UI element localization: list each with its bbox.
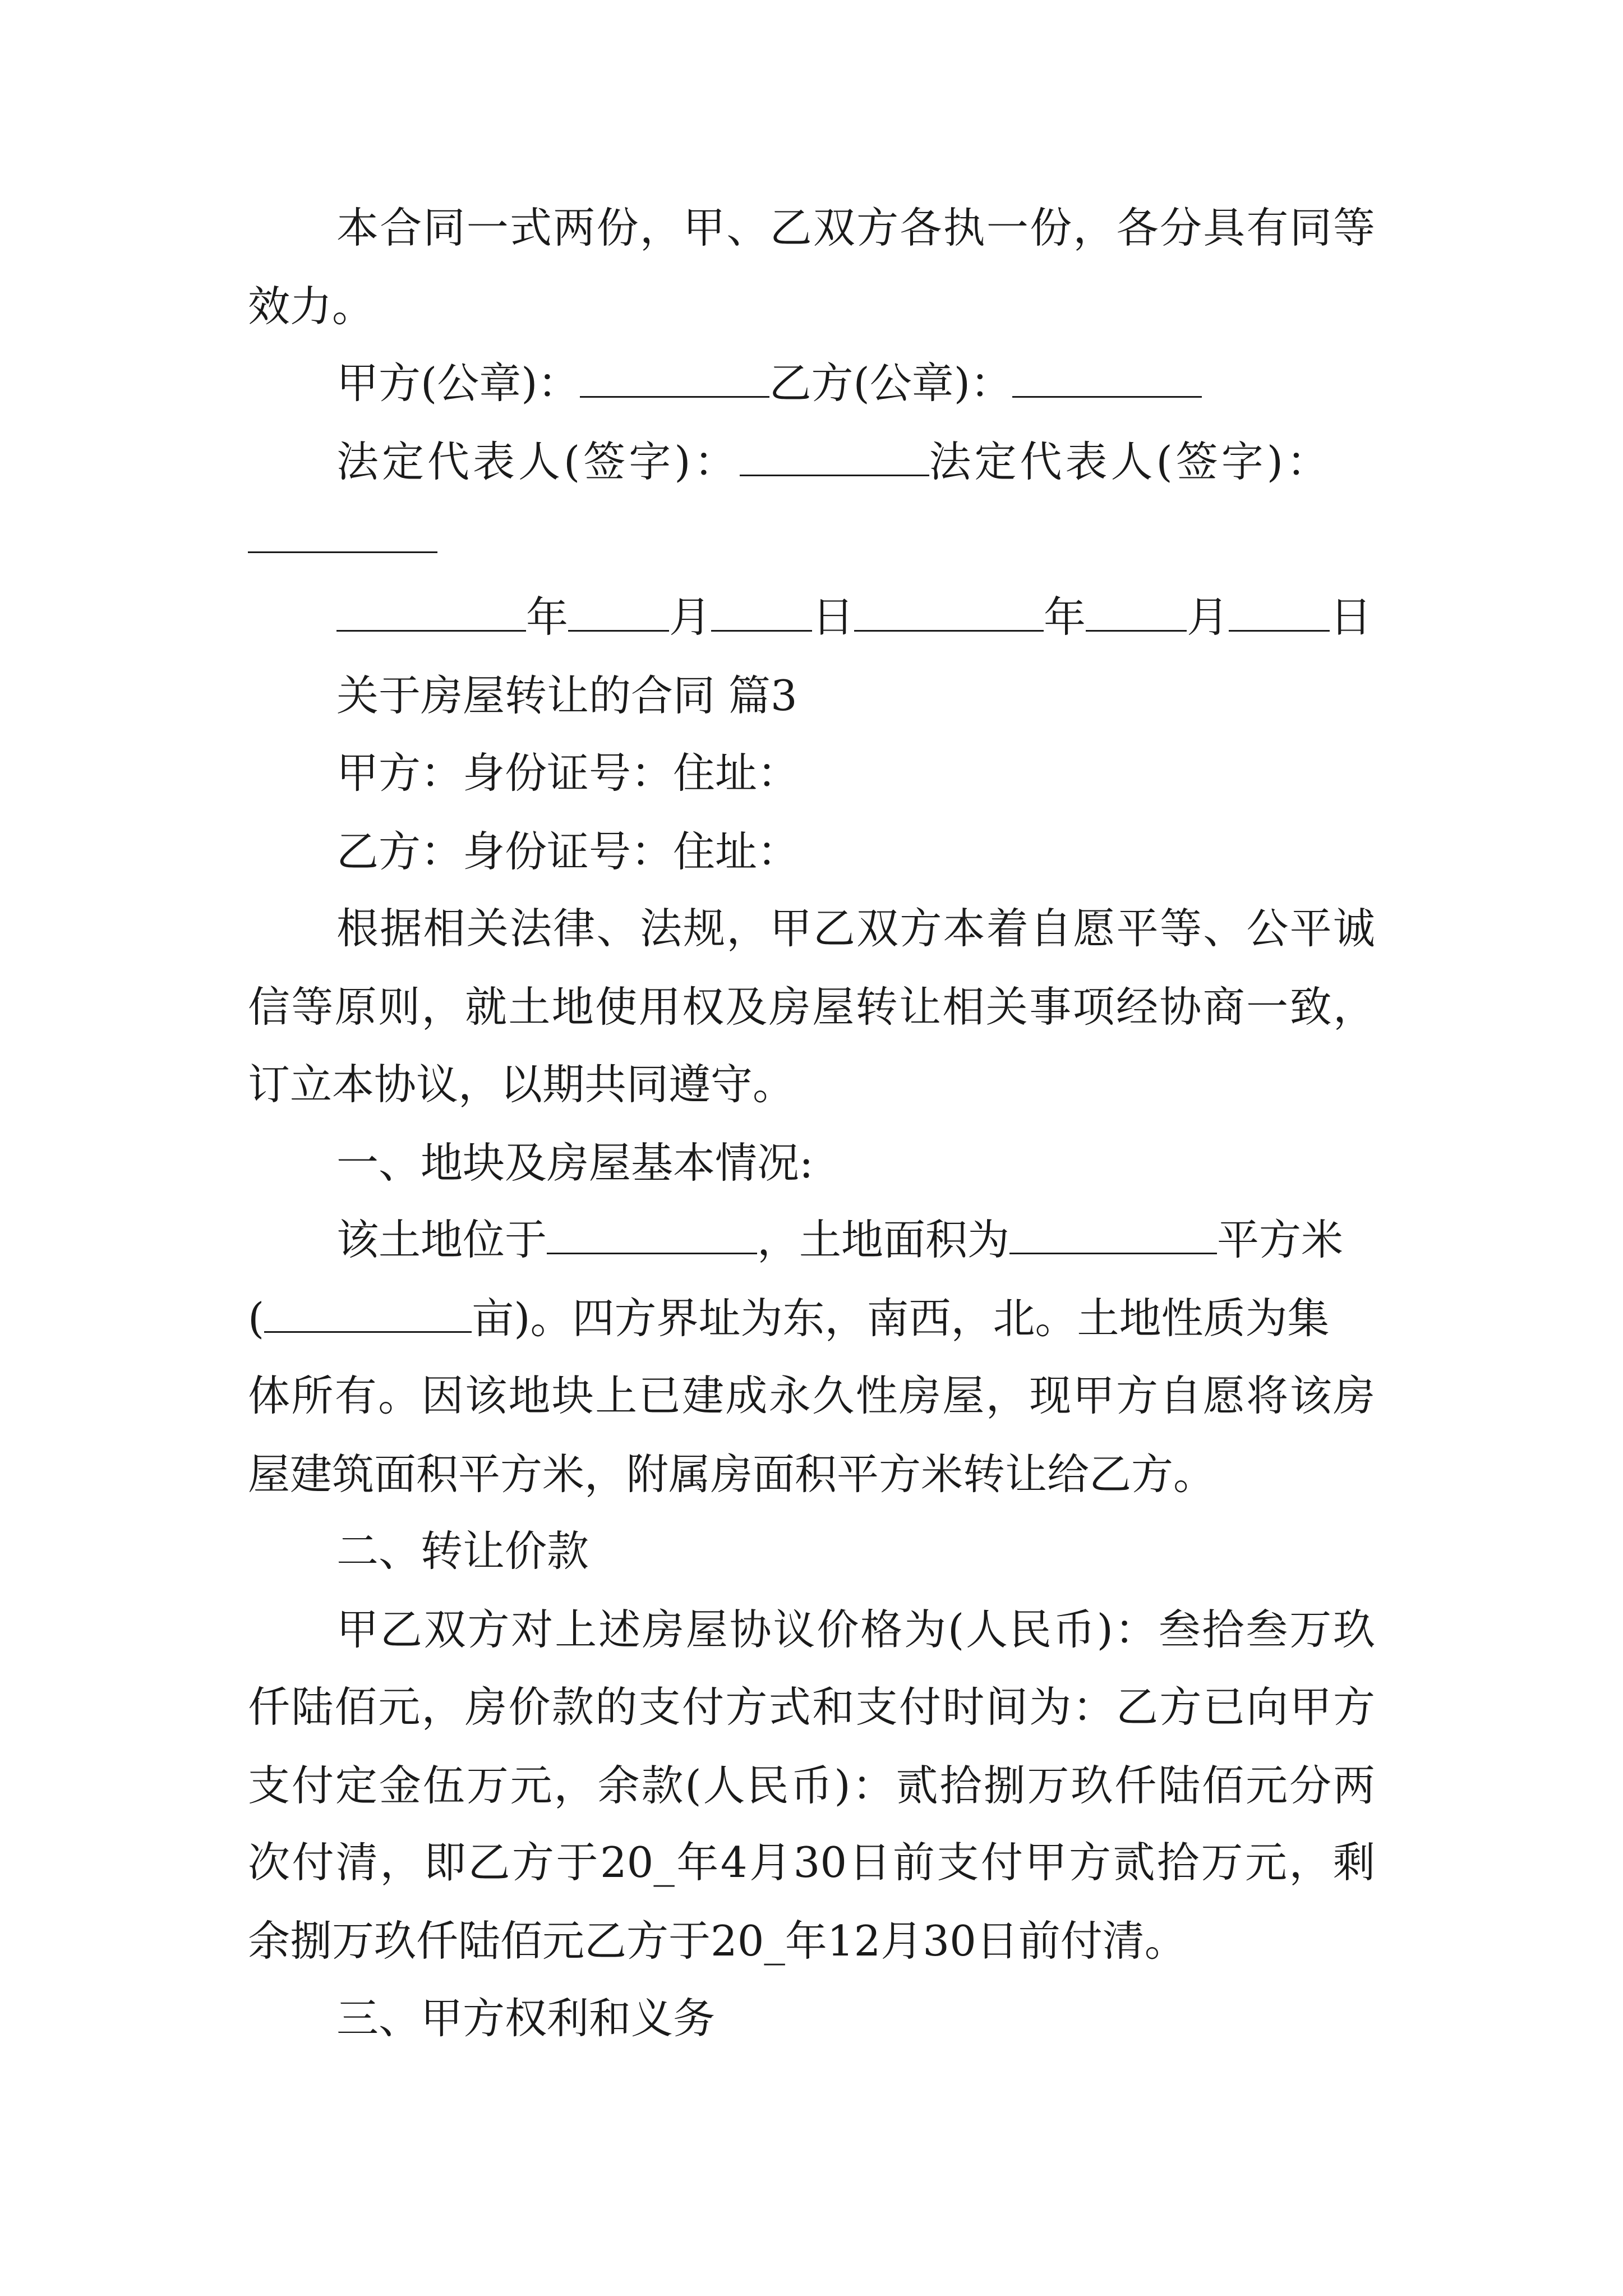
party-a-month-blank [568,595,669,632]
party-b-seal-label: 乙方(公章)： [769,358,1013,408]
party-b-rep-blank [248,517,437,553]
party-a-seal-label: 甲方(公章)： [336,358,580,408]
preamble-line-3: 订立本协议，以期共同遵守。 [248,1060,795,1109]
area-label: ，土地面积为 [757,1215,1010,1264]
party-a-day-blank [711,595,812,632]
copies-paragraph-line-1: 本合同一式两份，甲、乙双方各执一份，各分具有同等 [336,203,1375,252]
party-a-year-blank [336,595,526,632]
clause-1-line-2 [248,1291,1330,1345]
party-b-day-blank [1229,595,1330,632]
clause-1-line-1 [336,1213,1343,1267]
party-a-rep-label: 法定代表人(签字)： [336,437,740,486]
copies-paragraph-line-2: 效力。 [248,282,375,331]
party-b-seal-blank [1012,361,1202,398]
seal-line [336,356,1202,410]
date-line [336,590,1372,644]
representative-line [336,435,1332,489]
location-blank [547,1218,757,1254]
party-a-info: 甲方：身份证号：住址： [336,748,800,798]
contract-heading: 关于房屋转让的合同 篇3 [336,671,797,720]
party-b-month-blank [1086,595,1187,632]
clause-1-line-3: 体所有。因该地块上已建成永久性房屋，现甲方自愿将该房 [248,1371,1375,1420]
party-b-rep-blank-line [248,512,437,565]
preamble-line-2: 信等原则，就土地使用权及房屋转让相关事项经协商一致， [248,982,1375,1032]
location-label: 该土地位于 [336,1215,547,1264]
clause-2-line-5: 余捌万玖仟陆佰元乙方于20_年12月30日前付清。 [248,1916,1187,1966]
day-label-2: 日 [1330,592,1372,642]
mu-blank [264,1296,472,1333]
month-label: 月 [669,592,712,642]
day-label: 日 [812,592,855,642]
clause-2-line-2: 仟陆佰元，房价款的支付方式和支付时间为：乙方已向甲方 [248,1682,1375,1732]
area-blank [1009,1218,1217,1254]
boundary-text: 亩)。四方界址为东，南西，北。土地性质为集 [472,1294,1330,1343]
clause-1-line-4: 屋建筑面积平方米，附属房面积平方米转让给乙方。 [248,1450,1216,1499]
party-b-rep-label: 法定代表人(签字)： [929,437,1332,486]
month-label-2: 月 [1187,592,1229,642]
clause-2-line-4: 次付清，即乙方于20_年4月30日前支付甲方贰拾万元，剩 [248,1838,1375,1887]
clause-1-title: 一、地块及房屋基本情况: [336,1138,814,1188]
year-label: 年 [526,592,569,642]
party-a-seal-blank [580,361,769,398]
clause-2-title: 二、转让价款 [336,1526,589,1576]
preamble-line-1: 根据相关法律、法规，甲乙双方本着自愿平等、公平诚 [336,904,1375,953]
clause-2-line-1: 甲乙双方对上述房屋协议价格为(人民币)：叁拾叁万玖 [336,1605,1375,1654]
clause-2-line-3: 支付定金伍万元，余款(人民币)：贰拾捌万玖仟陆佰元分两 [248,1761,1375,1810]
party-a-rep-blank [740,440,929,476]
year-label-2: 年 [1044,592,1086,642]
mu-open-paren: ( [248,1294,265,1343]
party-b-info: 乙方：身份证号：住址： [336,827,800,876]
clause-3-title: 三、甲方权利和义务 [336,1994,716,2043]
area-unit: 平方米 [1217,1215,1344,1264]
party-b-year-blank [854,595,1044,632]
